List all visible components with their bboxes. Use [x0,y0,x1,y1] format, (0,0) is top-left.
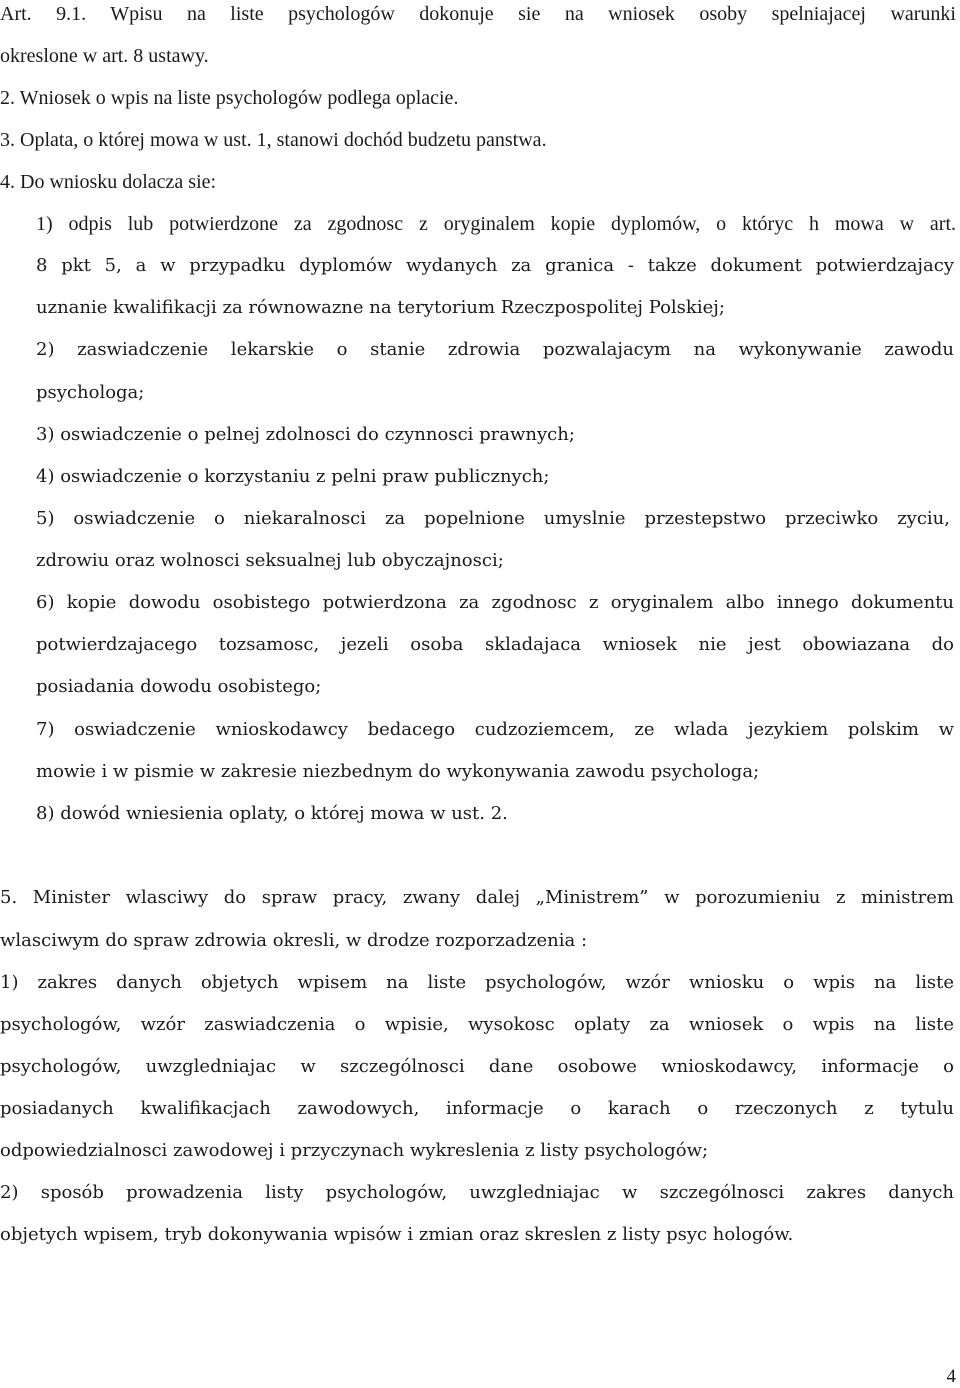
text-line: mowie i w pismie w zakresie niezbednym do wykonywania zawodu psychologa; [36,761,760,782]
text-line: 8) dowód wniesienia oplaty, o której mowa w ust. 2. [36,803,508,824]
text-line: 1) zakres danych objetych wpisem na liste psychologów, wzór wniosku o wpis na liste [0,972,954,993]
text-line: psychologów, uwzgledniajac w szczególnosci dane osobowe wnioskodawcy, informacje o [0,1056,954,1077]
text-line: psychologa; [36,382,145,403]
page-number: 4 [946,1366,956,1387]
text-line: 7) oswiadczenie wnioskodawcy bedacego cudzoziemcem, ze wlada jezykiem polskim w [36,719,954,740]
text-line: psychologów, wzór zaswiadczenia o wpisie, wysokosc oplaty za wniosek o wpis na liste [0,1014,954,1035]
text-line: zdrowiu oraz wolnosci seksualnej lub obyczajnosci; [36,550,504,571]
text-line: 3. Oplata, o której mowa w ust. 1, stanowi dochód budzetu panstwa. [0,129,547,151]
text-line: 4) oswiadczenie o korzystaniu z pelni praw publicznych; [36,466,550,487]
text-line: 8 pkt 5, a w przypadku dyplomów wydanych za granica - takze dokument potwierdzajacy [36,255,954,276]
text-line: 2. Wniosek o wpis na liste psychologów podlega oplacie. [0,87,459,109]
text-line: wlasciwym do spraw zdrowia okresli, w drodze rozporzadzenia : [0,930,588,951]
text-line: potwierdzajacego tozsamosc, jezeli osoba skladajaca wniosek nie jest obowiazana do [36,634,954,655]
text-line: 5. Minister wlasciwy do spraw pracy, zwany dalej „Ministrem” w porozumieniu z ministrem [0,887,954,908]
text-line: posiadania dowodu osobistego; [36,676,322,697]
text-line: uznanie kwalifikacji za równowazne na terytorium Rzeczpospolitej Polskiej; [36,297,725,318]
text-line: 1) odpis lub potwierdzone za zgodnosc z oryginalem kopie dyplomów, o któryc h mowa w art. [36,213,956,235]
text-line: Art. 9.1. Wpisu na liste psychologów dokonuje sie na wniosek osoby spelniajacej warunki [0,3,956,25]
text-line: okreslone w art. 8 ustawy. [0,45,209,67]
text-line: 3) oswiadczenie o pelnej zdolnosci do czynnosci prawnych; [36,424,575,445]
text-line: 4. Do wniosku dolacza sie: [0,171,217,193]
text-line: objetych wpisem, tryb dokonywania wpisów i zmian oraz skreslen z listy psyc hologów. [0,1224,794,1245]
text-line: 2) sposób prowadzenia listy psychologów, uwzgledniajac w szczególnosci zakres danych [0,1182,954,1203]
text-line: 6) kopie dowodu osobistego potwierdzona za zgodnosc z oryginalem albo innego dokumentu [36,592,954,613]
text-line: posiadanych kwalifikacjach zawodowych, informacje o karach o rzeczonych z tytulu [0,1098,954,1119]
text-line: 5) oswiadczenie o niekaralnosci za popelnione umyslnie przestepstwo przeciwko zyciu, [36,508,950,529]
text-line: 2) zaswiadczenie lekarskie o stanie zdrowia pozwalajacym na wykonywanie zawodu [36,339,954,360]
text-line: odpowiedzialnosci zawodowej i przyczynach wykreslenia z listy psychologów; [0,1140,709,1161]
